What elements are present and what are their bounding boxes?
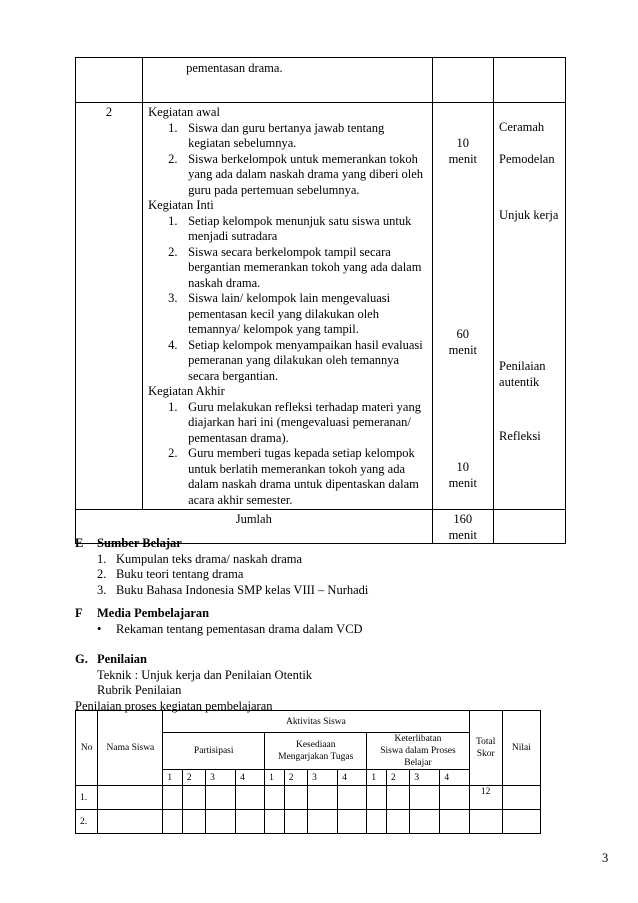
activity-line: acara akhir semester. <box>188 492 293 507</box>
score-cell <box>284 810 307 834</box>
activity-line: untuk berlatih memerankan tokoh yang ada <box>188 461 406 476</box>
activity-table <box>75 57 566 544</box>
score-cell <box>367 810 387 834</box>
col-no: No <box>76 711 98 786</box>
method-refleksi: Refleksi <box>499 429 541 443</box>
bullet-icon: • <box>97 621 102 636</box>
score-col-header: 3 <box>410 770 440 786</box>
activity-line: 2. Siswa secara berkelompok tampil secara <box>168 244 391 259</box>
score-cell <box>163 786 183 810</box>
activity-line: 1. Setiap kelompok menunjuk satu siswa untuk <box>168 213 412 228</box>
method-pemodelan: Pemodelan <box>499 152 555 166</box>
activity-line: yang ada dalam naskah drama yang diberi oleh <box>188 167 424 181</box>
score-cell <box>206 810 236 834</box>
score-col-header: 1 <box>265 770 285 786</box>
table-row <box>76 786 541 810</box>
list-item: 2. Buku teori tentang drama <box>97 567 244 581</box>
activity-line: secara bergantian. <box>188 368 279 383</box>
score-col-header: 1 <box>367 770 387 786</box>
process-line: Penilaian proses kegiatan pembelajaran <box>75 698 273 713</box>
score-col-header: 2 <box>182 770 205 786</box>
rubric-table <box>75 710 541 834</box>
section-penilaian <box>75 652 312 714</box>
section-sumber-belajar <box>75 536 368 598</box>
activity-line: 1. Guru melakukan refleksi terhadap materi yang <box>168 399 421 414</box>
row-text: pementasan drama. <box>186 61 283 75</box>
activity-line: 2. Siswa berkelompok untuk memerankan tokoh <box>168 151 418 166</box>
score-cell <box>236 810 265 834</box>
score-cell <box>206 786 236 810</box>
score-col-header: 2 <box>386 770 409 786</box>
col-total: Total Skor <box>469 711 502 786</box>
time-akhir: 10 menit <box>448 460 478 490</box>
col-aktivitas: Aktivitas Siswa <box>163 711 469 733</box>
score-cell <box>284 786 307 810</box>
row-number: 2 <box>105 105 113 119</box>
activity-line: pementasan drama). <box>188 430 289 445</box>
list-item: 3. Buku Bahasa Indonesia SMP kelas VIII – Nurhadi <box>97 582 369 597</box>
total-time: 160 menit <box>432 510 494 544</box>
section-media <box>75 606 363 637</box>
rubric-line: Rubrik Penilaian <box>97 683 182 697</box>
score-cell <box>182 810 205 834</box>
score-col-header: 4 <box>236 770 265 786</box>
score-cell <box>265 810 285 834</box>
source-list <box>75 552 368 599</box>
score-col-header: 1 <box>163 770 183 786</box>
activity-line: kegiatan sebelumnya. <box>188 136 297 150</box>
time-inti: 60 menit <box>448 327 478 357</box>
score-cell <box>386 810 409 834</box>
table-row <box>76 810 541 834</box>
activity-line: 1. Siswa dan guru bertanya jawab tentang <box>168 120 385 135</box>
activity-line: pementasan kecil yang dilakukan oleh <box>188 306 379 321</box>
score-col-header: 3 <box>308 770 338 786</box>
col-nama: Nama Siswa <box>98 711 163 786</box>
activity-line: menjadi sutradara <box>188 229 278 243</box>
total-cell: 12 <box>469 786 502 810</box>
page-number: 3 <box>602 851 609 865</box>
activity-line: naskah drama. <box>188 275 261 290</box>
technique-line: Teknik : Unjuk kerja dan Penilaian Otentik <box>97 667 313 682</box>
list-item: 1. Kumpulan teks drama/ naskah drama <box>97 551 303 566</box>
col-partisipasi: Partisipasi <box>163 733 265 770</box>
col-nilai: Nilai <box>502 711 540 786</box>
method-ceramah: Ceramah <box>499 120 545 134</box>
score-cell <box>163 810 183 834</box>
col-kesediaan: Kesediaan Mengarjakan Tugas <box>265 733 367 770</box>
score-cell <box>440 810 469 834</box>
activity-line: diajarkan hari ini (mengevaluasi pemeranan/ <box>188 415 411 429</box>
score-cell <box>338 810 367 834</box>
list-item: • Rekaman tentang pementasan drama dalam VCD <box>97 621 363 636</box>
activity-line: bergantian memerankan tokoh yang ada dalam <box>188 260 422 274</box>
score-cell <box>386 786 409 810</box>
activity-line: 3. Siswa lain/ kelompok lain mengevaluasi <box>168 291 391 305</box>
total-label: Jumlah <box>76 510 433 544</box>
score-cell <box>410 786 440 810</box>
score-cell <box>338 786 367 810</box>
score-cell <box>410 810 440 834</box>
total-cell <box>469 810 502 834</box>
score-cell <box>308 786 338 810</box>
score-cell <box>236 786 265 810</box>
table-row <box>76 58 566 103</box>
score-cell <box>367 786 387 810</box>
section-heading: G. Penilaian <box>75 652 148 666</box>
activity-line: pemeranan yang dilakukan oleh temannya <box>188 353 400 367</box>
score-cell <box>308 810 338 834</box>
row-number: 2. <box>76 810 98 834</box>
col-keterlibatan: Keterlibatan Siswa dalam Proses Belajar <box>367 733 469 770</box>
activity-section-title: Kegiatan Inti <box>148 198 214 212</box>
score-cell <box>265 786 285 810</box>
section-heading: F Media Pembelajaran <box>75 606 210 620</box>
activity-section-title: Kegiatan Akhir <box>148 384 225 398</box>
score-cell <box>440 786 469 810</box>
activity-line: temannya/ kelompok yang tampil. <box>188 322 359 336</box>
method-unjuk-kerja: Unjuk kerja <box>499 208 559 222</box>
score-col-header: 4 <box>338 770 367 786</box>
activity-line: dalam naskah drama untuk dipentaskan dalam <box>188 477 419 491</box>
nilai-cell <box>502 786 540 810</box>
activity-line: 4. Setiap kelompok menyampaikan hasil evaluasi <box>168 337 423 352</box>
section-heading: E Sumber Belajar <box>75 536 182 550</box>
method-penilaian: Penilaian autentik <box>499 359 546 389</box>
activity-line: 2. Guru memberi tugas kepada setiap kelompok <box>168 446 415 460</box>
score-col-header: 4 <box>440 770 469 786</box>
score-cell <box>182 786 205 810</box>
table-row <box>76 103 566 510</box>
activity-section-title: Kegiatan awal <box>148 105 220 119</box>
activity-line: guru pada pertemuan sebelumnya. <box>188 182 360 197</box>
media-list <box>75 622 363 638</box>
activity-list <box>143 103 431 509</box>
row-number: 1. <box>76 786 98 810</box>
nilai-cell <box>502 810 540 834</box>
score-col-header: 2 <box>284 770 307 786</box>
score-col-header: 3 <box>206 770 236 786</box>
time-awal: 10 menit <box>448 136 478 166</box>
